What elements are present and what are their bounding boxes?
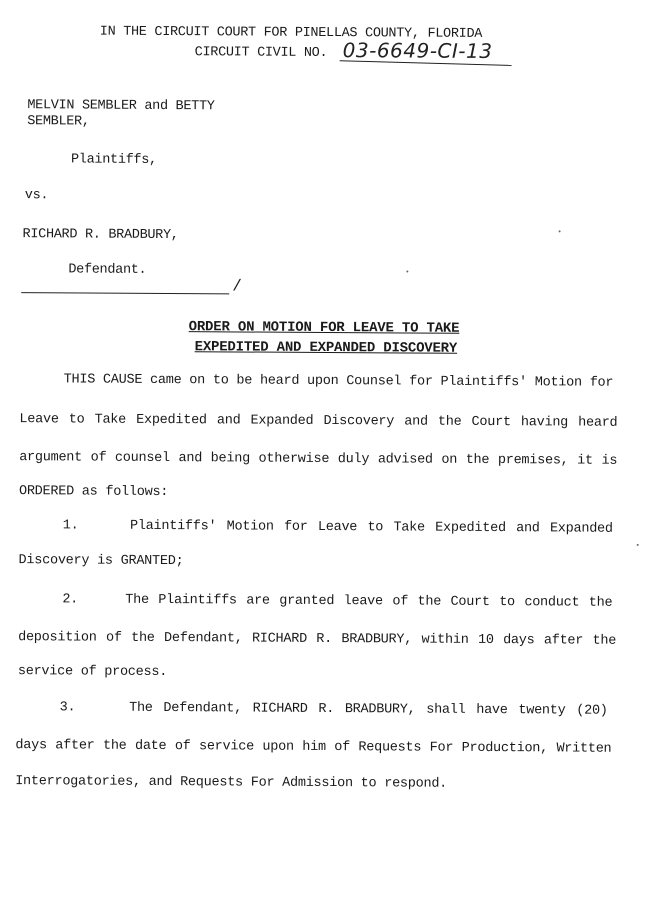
item3-line3: Interrogatories, and Requests For Admission to respond. <box>15 774 448 792</box>
item1-line2: Discovery is GRANTED; <box>18 553 184 570</box>
item2-line2: deposition of the Defendant, RICHARD R. BRADBURY, within 10 days after the <box>18 630 617 649</box>
plaintiffs-name-line1: MELVIN SEMBLER and BETTY <box>27 98 215 115</box>
intro-line2: Leave to Take Expedited and Expanded Discovery and the Court having heard <box>19 412 618 431</box>
scan-speck <box>559 230 561 232</box>
defendant-role: Defendant. <box>68 262 147 278</box>
scan-speck <box>406 270 408 272</box>
intro-line3: argument of counsel and being otherwise duly advised on the premises, it is <box>19 450 618 469</box>
intro-line4: ORDERED as follows: <box>18 484 169 501</box>
scan-speck <box>637 544 639 546</box>
plaintiffs-name-line2: SEMBLER, <box>27 114 90 130</box>
versus-label: vs. <box>24 188 49 204</box>
plaintiffs-role: Plaintiffs, <box>70 152 157 168</box>
intro-line1: THIS CAUSE came on to be heard upon Counsel for Plaintiffs' Motion for <box>63 372 614 391</box>
item2-line3: service of process. <box>17 664 168 681</box>
item2-line1: 2. The Plaintiffs are granted leave of the Court to conduct the <box>62 592 613 611</box>
court-heading: IN THE CIRCUIT COURT FOR PINELLAS COUNTY, FLORIDA <box>99 24 483 42</box>
item3-line2: days after the date of service upon him of Requests For Production, Written <box>15 738 612 757</box>
order-title-line1: ORDER ON MOTION FOR LEAVE TO TAKE <box>188 319 460 337</box>
caption-divider-line <box>21 292 229 294</box>
defendant-name: RICHARD R. BRADBURY, <box>22 227 179 244</box>
item3-line1: 3. The Defendant, RICHARD R. BRADBURY, shall have twenty (20) <box>59 700 608 719</box>
order-title-line2: EXPEDITED AND EXPANDED DISCOVERY <box>194 339 458 357</box>
case-number-handwritten: 03-6649-CI-13 <box>342 38 493 64</box>
caption-slash: / <box>232 277 242 296</box>
item1-line1: 1. Plaintiffs' Motion for Leave to Take Expedited and Expanded <box>62 518 613 537</box>
circuit-civil-label: CIRCUIT CIVIL NO. <box>194 45 328 62</box>
